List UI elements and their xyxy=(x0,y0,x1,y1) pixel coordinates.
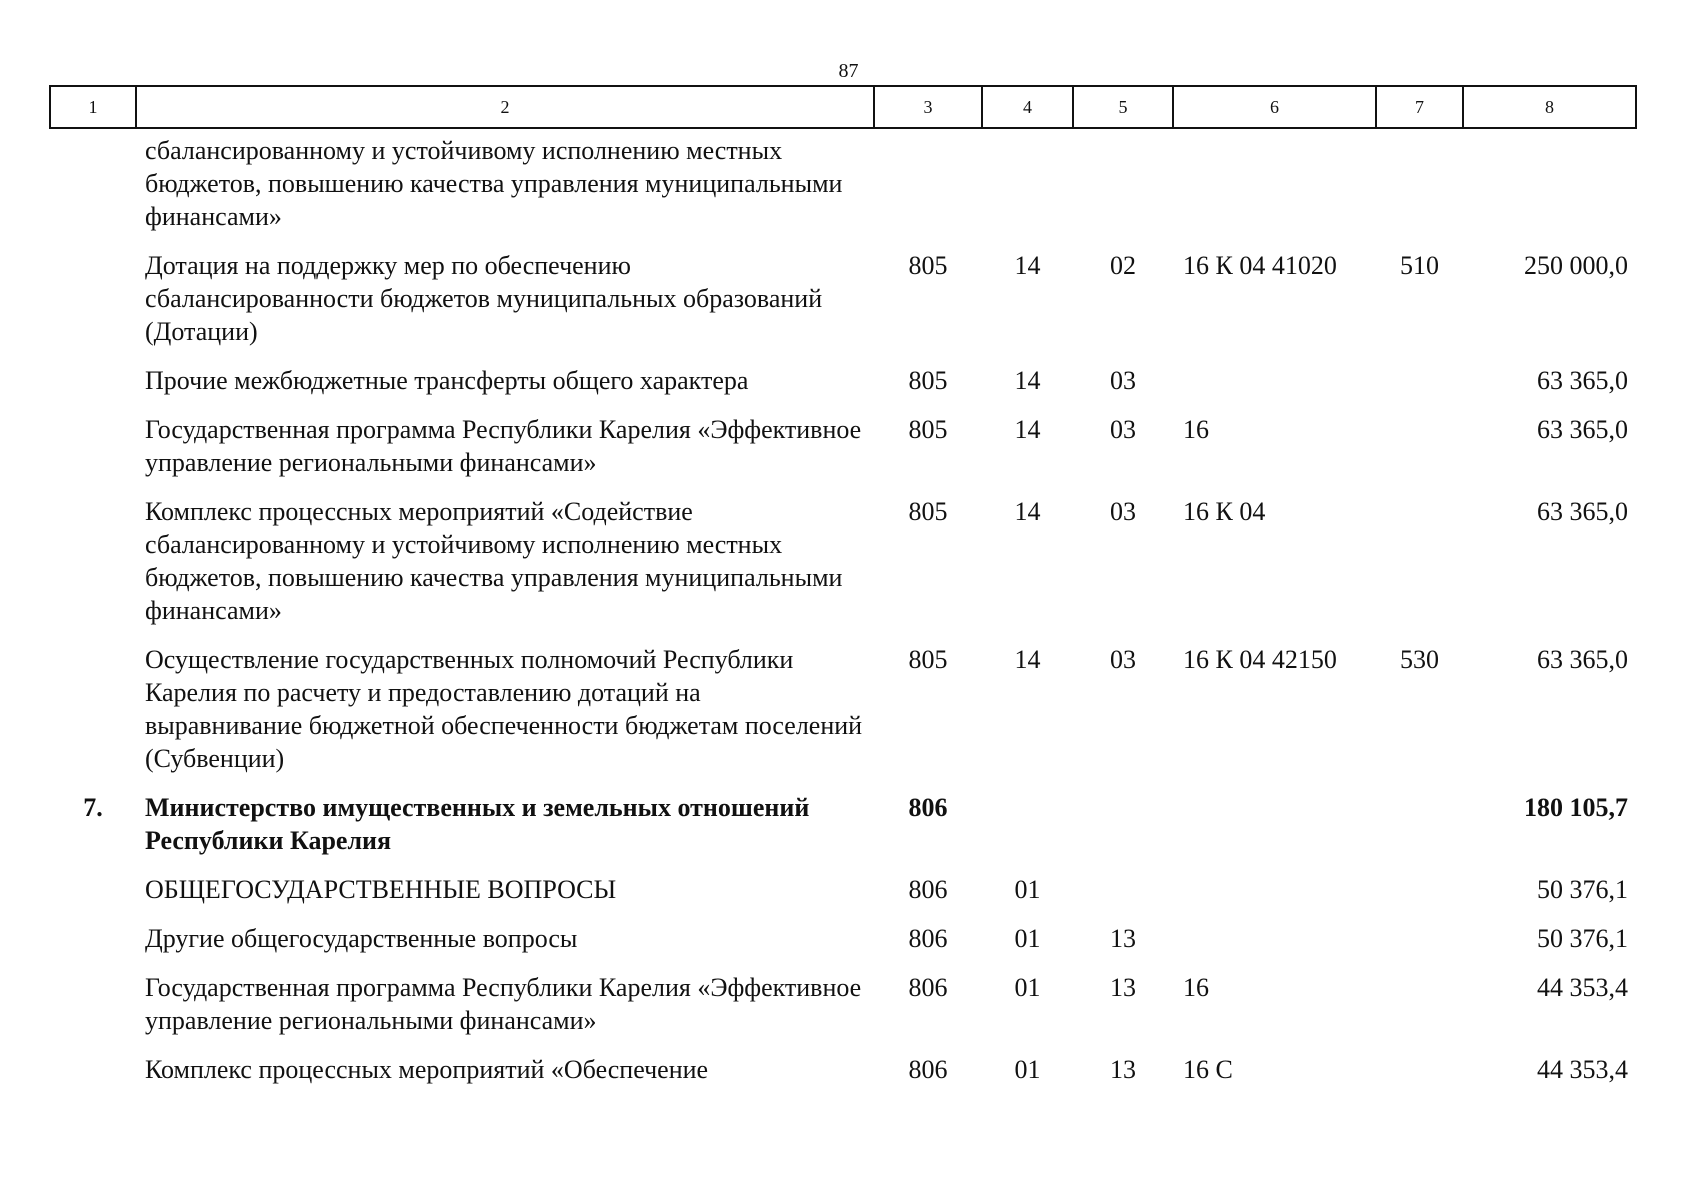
header-col-5: 5 xyxy=(1073,86,1173,128)
header-col-2: 2 xyxy=(136,86,874,128)
table-row xyxy=(50,791,1636,873)
table-row xyxy=(50,128,1636,249)
item-name-cell: Комплекс процессных мероприятий «Содействие сбалансированному и устойчивому исполнению местных бюджетов, повышению качества управления муниципальными финансами» xyxy=(145,497,843,625)
row-number-cell xyxy=(50,643,136,791)
target-article-cell: 16 К 04 xyxy=(1183,497,1266,526)
expense-type-cell xyxy=(1376,364,1463,413)
ministry-code-cell: 806 xyxy=(908,875,948,904)
amount-cell: 44 353,4 xyxy=(1537,1055,1628,1084)
expense-type-cell xyxy=(1376,791,1463,873)
row-number-cell xyxy=(50,922,136,971)
expense-type-cell xyxy=(1376,1053,1463,1102)
subsection-code-cell xyxy=(1073,791,1173,873)
target-article-cell: 16 К 04 41020 xyxy=(1183,251,1337,280)
amount-cell: 63 365,0 xyxy=(1537,366,1628,395)
amount-cell: 50 376,1 xyxy=(1537,924,1628,953)
subsection-code-cell xyxy=(1073,873,1173,922)
section-code-cell: 14 xyxy=(1014,497,1041,526)
subsection-code-cell xyxy=(1073,128,1173,249)
row-number-cell xyxy=(50,971,136,1053)
target-article-cell: 16 xyxy=(1183,415,1209,444)
row-number-cell xyxy=(50,1053,136,1102)
ministry-code-cell: 805 xyxy=(908,497,948,526)
row-number-cell xyxy=(50,413,136,495)
header-col-7: 7 xyxy=(1376,86,1463,128)
subsection-code-cell: 03 xyxy=(1110,415,1136,444)
ministry-code-cell: 805 xyxy=(908,366,948,395)
ministry-code-cell: 806 xyxy=(908,1055,948,1084)
table-row xyxy=(50,643,1636,791)
ministry-code-cell xyxy=(874,128,982,249)
subsection-code-cell: 13 xyxy=(1110,1055,1136,1084)
header-col-1: 1 xyxy=(50,86,136,128)
section-code-cell: 01 xyxy=(1014,875,1041,904)
amount-cell: 44 353,4 xyxy=(1537,973,1628,1002)
expense-type-cell xyxy=(1376,495,1463,643)
subsection-code-cell: 03 xyxy=(1110,497,1136,526)
item-name-cell: Дотация на поддержку мер по обеспечению сбалансированности бюджетов муниципальных образований (Дотации) xyxy=(145,251,823,346)
amount-cell: 63 365,0 xyxy=(1537,497,1628,526)
subsection-code-cell: 13 xyxy=(1110,924,1136,953)
expense-type-cell xyxy=(1376,922,1463,971)
table-row xyxy=(50,971,1636,1053)
item-name-cell: Государственная программа Республики Карелия «Эффективное управление региональными финансами» xyxy=(145,973,862,1035)
section-code-cell: 01 xyxy=(1014,1055,1041,1084)
subsection-code-cell: 03 xyxy=(1110,645,1136,674)
ministry-code-cell: 806 xyxy=(908,924,948,953)
table-row xyxy=(50,249,1636,364)
amount-cell: 63 365,0 xyxy=(1537,415,1628,444)
expense-type-cell xyxy=(1376,873,1463,922)
header-row xyxy=(50,86,1636,128)
table-body xyxy=(50,128,1636,1102)
header-col-6: 6 xyxy=(1173,86,1376,128)
ministry-code-cell: 805 xyxy=(908,645,948,674)
item-name-cell: Прочие межбюджетные трансферты общего характера xyxy=(145,366,749,395)
section-code-cell: 14 xyxy=(1014,251,1041,280)
item-name-cell: Государственная программа Республики Карелия «Эффективное управление региональными финансами» xyxy=(145,415,862,477)
expense-type-cell xyxy=(1376,971,1463,1053)
table-row xyxy=(50,873,1636,922)
target-article-cell xyxy=(1173,922,1376,971)
section-code-cell: 14 xyxy=(1014,366,1041,395)
expense-type-cell xyxy=(1376,128,1463,249)
section-code-cell: 01 xyxy=(1014,973,1041,1002)
page-number: 87 xyxy=(838,60,859,82)
subsection-code-cell: 03 xyxy=(1110,366,1136,395)
header-col-3: 3 xyxy=(874,86,982,128)
table-row xyxy=(50,1053,1636,1102)
item-name-cell: Другие общегосударственные вопросы xyxy=(145,924,578,953)
section-code-cell: 01 xyxy=(1014,924,1041,953)
target-article-cell xyxy=(1173,364,1376,413)
row-number-cell xyxy=(50,128,136,249)
section-code-cell: 14 xyxy=(1014,645,1041,674)
amount-cell: 250 000,0 xyxy=(1524,251,1628,280)
target-article-cell: 16 С xyxy=(1183,1055,1233,1084)
item-name-cell: ОБЩЕГОСУДАРСТВЕННЫЕ ВОПРОСЫ xyxy=(145,875,617,904)
subsection-code-cell: 13 xyxy=(1110,973,1136,1002)
amount-cell: 180 105,7 xyxy=(1524,793,1628,822)
row-number-cell: 7. xyxy=(83,793,103,822)
item-name-cell: Осуществление государственных полномочий Республики Карелия по расчету и предоставлению дотаций на выравнивание бюджетной обеспеченности бюджетам поселений (Субвенции) xyxy=(145,645,863,773)
table-row xyxy=(50,922,1636,971)
item-name-cell: Комплекс процессных мероприятий «Обеспечение xyxy=(145,1055,709,1084)
item-name-cell: Министерство имущественных и земельных отношений Республики Карелия xyxy=(145,793,810,855)
table-row xyxy=(50,413,1636,495)
ministry-code-cell: 806 xyxy=(908,973,948,1002)
header-col-8: 8 xyxy=(1463,86,1636,128)
ministry-code-cell: 806 xyxy=(908,793,948,822)
table-header xyxy=(50,86,1636,128)
table-row xyxy=(50,495,1636,643)
section-code-cell: 14 xyxy=(1014,415,1041,444)
target-article-cell xyxy=(1173,791,1376,873)
row-number-cell xyxy=(50,495,136,643)
amount-cell: 63 365,0 xyxy=(1537,645,1628,674)
item-name-cell: сбалансированному и устойчивому исполнению местных бюджетов, повышению качества управления муниципальными финансами» xyxy=(145,136,843,231)
expense-type-cell: 530 xyxy=(1400,645,1439,674)
section-code-cell xyxy=(982,128,1073,249)
ministry-code-cell: 805 xyxy=(908,415,948,444)
row-number-cell xyxy=(50,249,136,364)
expense-type-cell xyxy=(1376,413,1463,495)
target-article-cell: 16 К 04 42150 xyxy=(1183,645,1337,674)
amount-cell: 50 376,1 xyxy=(1537,875,1628,904)
target-article-cell xyxy=(1173,873,1376,922)
row-number-cell xyxy=(50,873,136,922)
table-row xyxy=(50,364,1636,413)
amount-cell xyxy=(1463,128,1636,249)
header-col-4: 4 xyxy=(982,86,1073,128)
row-number-cell xyxy=(50,364,136,413)
target-article-cell xyxy=(1173,128,1376,249)
subsection-code-cell: 02 xyxy=(1110,251,1136,280)
budget-table xyxy=(49,85,1637,1102)
expense-type-cell: 510 xyxy=(1400,251,1439,280)
ministry-code-cell: 805 xyxy=(908,251,948,280)
section-code-cell xyxy=(982,791,1073,873)
target-article-cell: 16 xyxy=(1183,973,1209,1002)
